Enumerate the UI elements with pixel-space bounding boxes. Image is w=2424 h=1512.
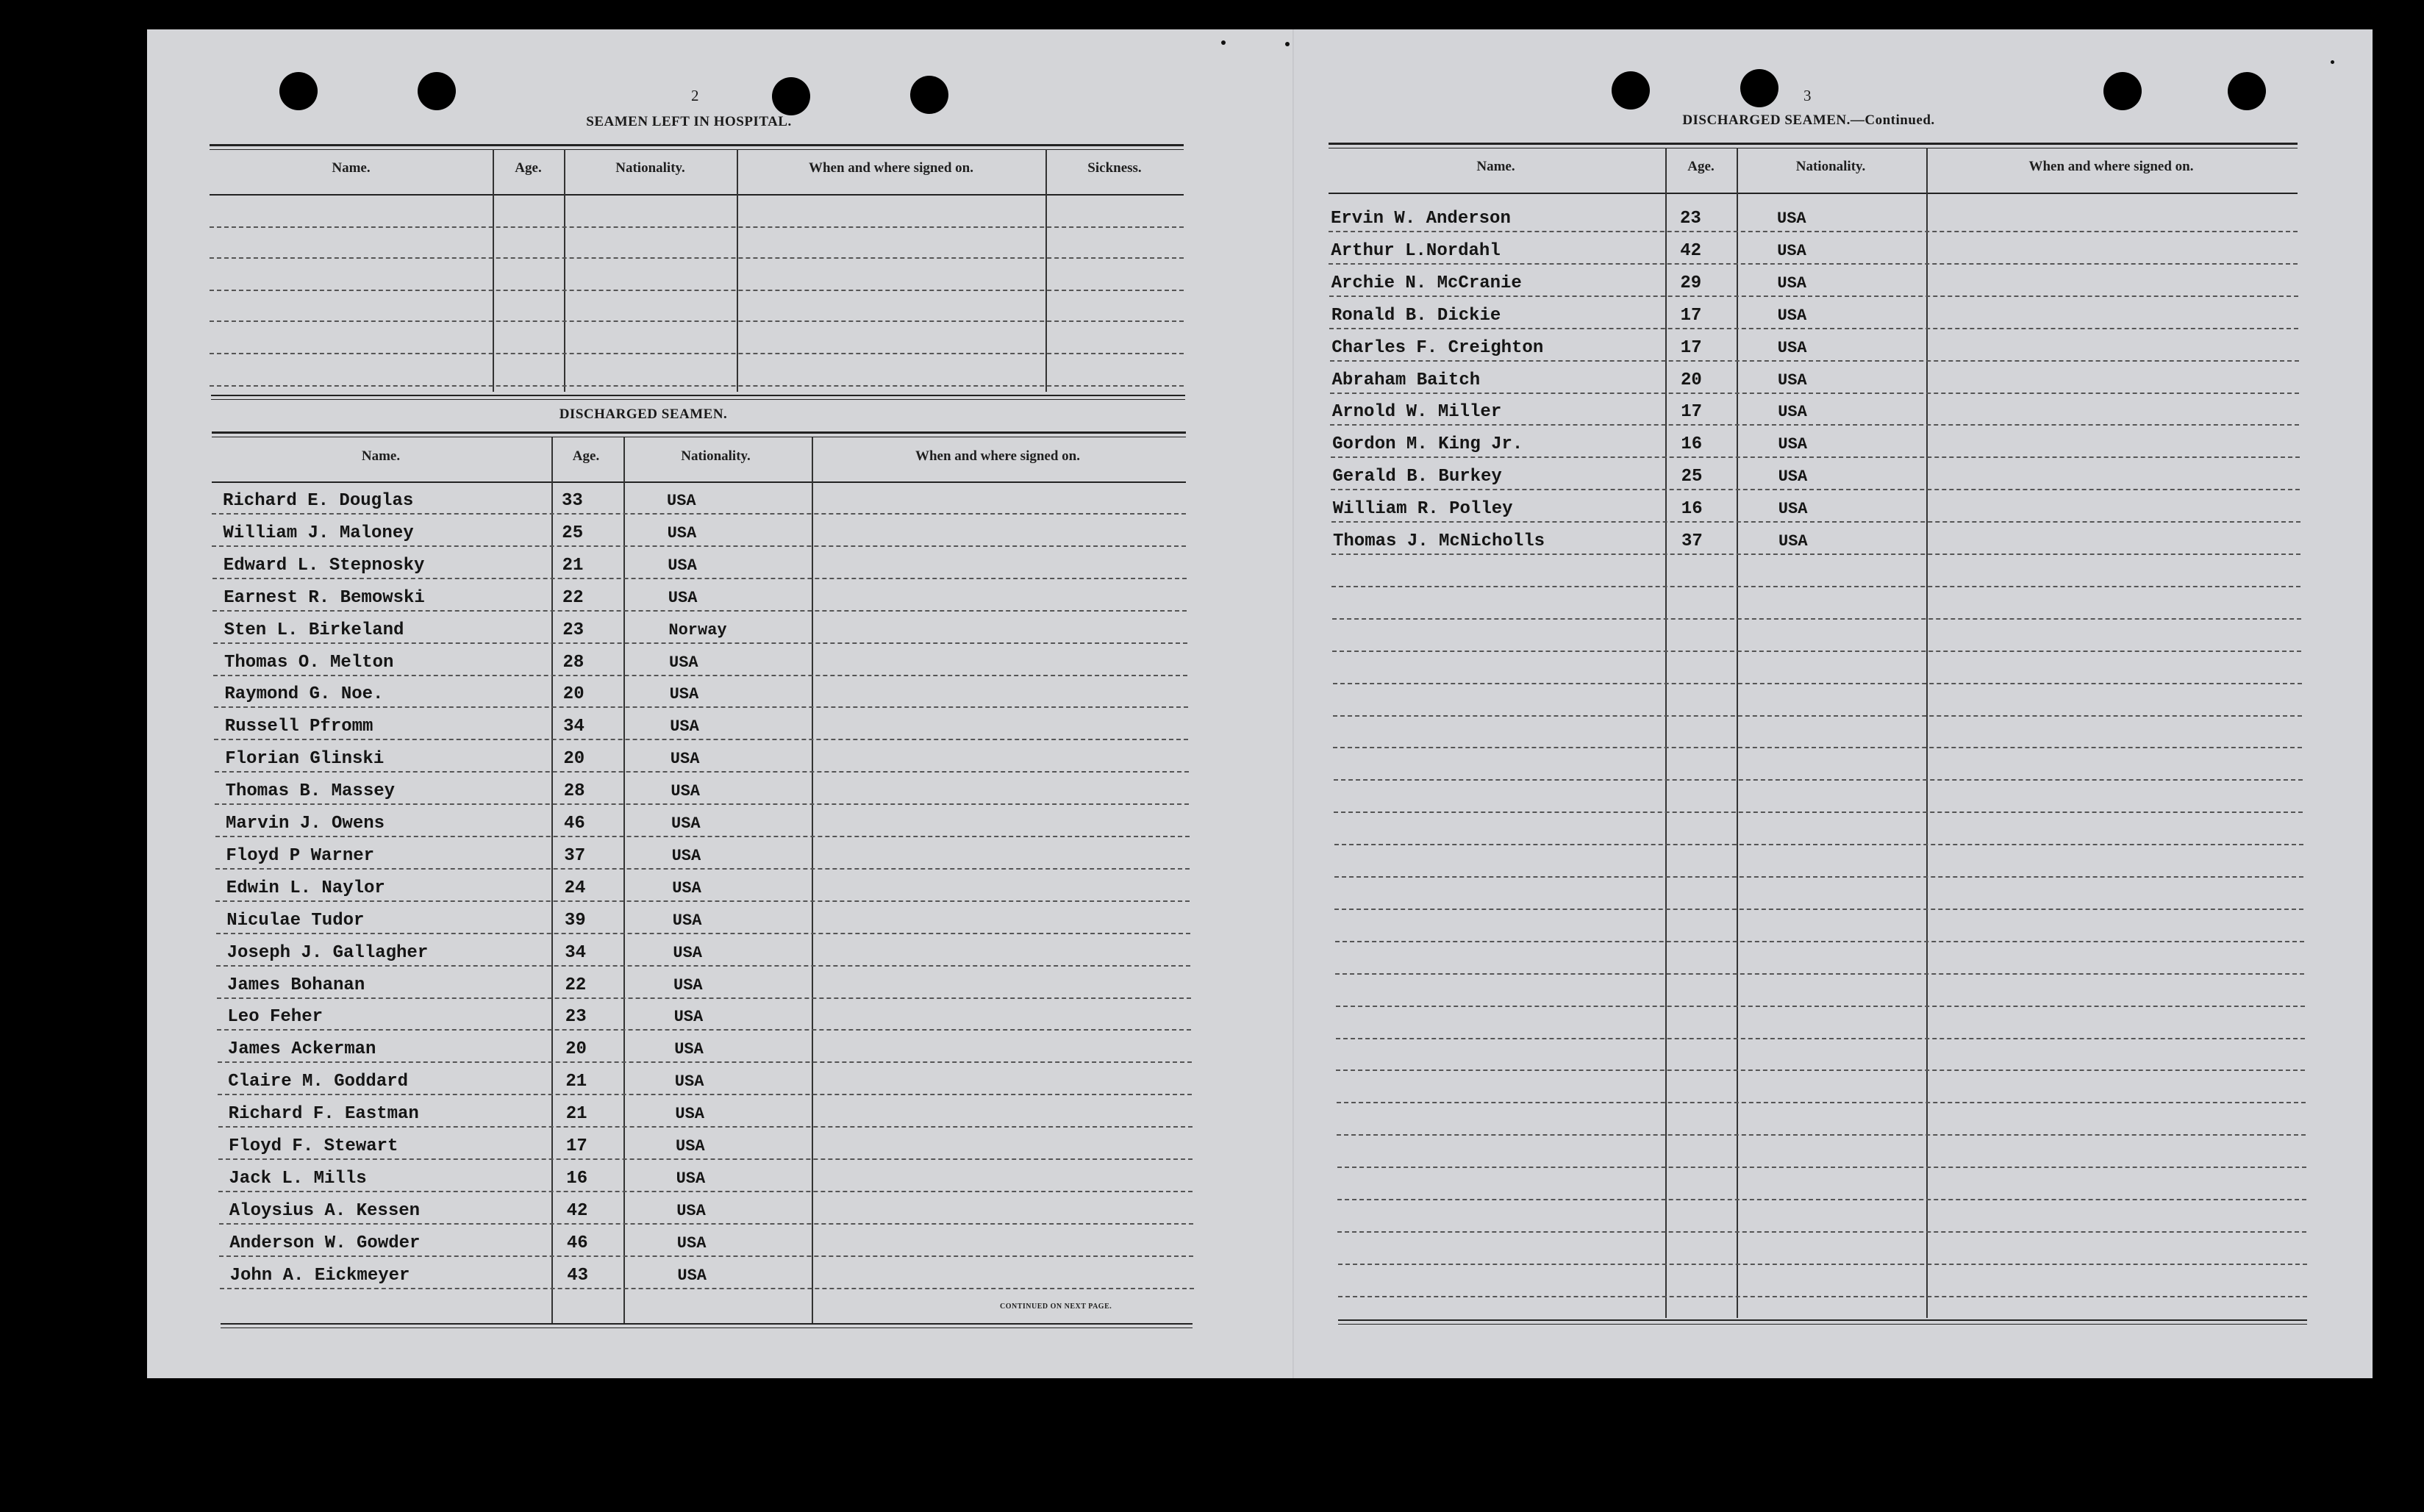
seaman-age: 20 [563,749,585,769]
seaman-nationality: USA [668,556,697,575]
row-line [219,1223,1193,1225]
seaman-name: William J. Maloney [223,523,414,543]
seaman-nationality: USA [677,1266,707,1285]
blank-row-line [210,257,1184,259]
seaman-nationality: USA [670,750,700,768]
row-line [1329,231,2298,232]
col-header-age: Age. [1687,159,1715,174]
seaman-name: Archie N. McCranie [1331,273,1522,293]
row-line [1329,295,2298,297]
row-line [214,706,1188,708]
row-line [212,610,1187,612]
row-line [1337,1167,2306,1168]
seaman-age: 29 [1680,273,1702,293]
seaman-age: 17 [1680,306,1702,326]
header-bottom-rule [212,481,1186,483]
seaman-nationality: USA [672,879,701,897]
seaman-name: John A. Eickmeyer [229,1266,410,1286]
seaman-name: James Ackerman [227,1039,376,1059]
seaman-nationality: USA [671,847,701,865]
seaman-nationality: USA [667,524,697,542]
col-header-age: Age. [515,160,542,176]
col-header-signed-on: When and where signed on. [2028,159,2194,174]
seaman-nationality: USA [675,1105,704,1123]
table-top-rule [210,144,1184,146]
seaman-nationality: USA [676,1234,707,1253]
col-header-signed-on: When and where signed on. [808,160,973,176]
seaman-nationality: USA [668,589,698,607]
seaman-name: Florian Glinski [225,749,385,769]
blank-row-line [210,290,1184,291]
seaman-nationality: USA [676,1202,706,1220]
seaman-name: Anderson W. Gowder [229,1233,421,1253]
seaman-age: 17 [1681,402,1702,422]
seaman-name: Arthur L.Nordahl [1331,241,1501,261]
seaman-age: 16 [1681,434,1703,454]
row-line [1336,1038,2305,1039]
seaman-nationality: USA [1778,371,1807,390]
seaman-age: 42 [566,1201,588,1221]
seaman-name: Claire M. Goddard [228,1072,409,1092]
seaman-name: Edwin L. Naylor [226,878,385,898]
row-line [1337,1231,2306,1233]
seaman-age: 24 [564,878,586,898]
seaman-age: 46 [566,1233,588,1253]
blank-row-line [210,226,1184,228]
row-line [1333,683,2302,684]
table-bottom-rule [1338,1324,2307,1325]
row-line [214,739,1188,740]
discharged-section-title: DISCHARGED SEAMEN. [559,406,728,422]
row-line [212,578,1187,579]
scan-speck [2331,60,2334,64]
seaman-nationality: USA [673,976,703,995]
page-number: 2 [691,87,699,104]
column-divider [493,149,494,392]
seaman-age: 23 [565,1007,587,1027]
row-line [1334,876,2303,878]
section-rule [211,399,1185,400]
punch-hole [1740,69,1778,107]
seaman-nationality: USA [1777,242,1806,260]
col-header-nationality: Nationality. [615,160,685,176]
left-page [147,29,1294,1378]
seaman-name: Jack L. Mills [229,1169,367,1189]
seaman-age: 42 [1680,241,1701,261]
row-line [215,836,1190,837]
seaman-age: 21 [565,1072,587,1092]
seaman-name: Thomas B. Massey [225,781,396,801]
seaman-age: 20 [1681,370,1702,390]
seaman-nationality: USA [1777,307,1807,325]
column-divider [1737,148,1738,1318]
table-top-rule [212,431,1186,434]
seaman-age: 20 [562,684,584,704]
seaman-age: 23 [562,620,584,640]
seaman-name: William R. Polley [1332,499,1513,519]
row-line [218,1191,1193,1192]
seaman-nationality: USA [1778,532,1808,551]
column-divider [1665,148,1667,1318]
seaman-age: 22 [565,975,587,995]
seaman-nationality: USA [670,717,699,736]
row-line [212,545,1186,547]
row-line [1337,1134,2306,1136]
row-line [1334,779,2303,781]
table-top-rule [210,149,1184,150]
seaman-age: 25 [1681,467,1703,487]
seaman-nationality: USA [676,1137,705,1156]
row-line [1336,1069,2305,1071]
scan-speck [1285,42,1290,46]
seaman-name: Aloysius A. Kessen [229,1201,421,1221]
row-line [1329,263,2298,265]
row-line [215,868,1190,870]
row-line [218,1061,1192,1063]
row-line [1329,328,2298,329]
seaman-nationality: USA [673,944,702,962]
header-bottom-rule [1329,193,2298,194]
seaman-name: Sten L. Birkeland [224,620,404,640]
col-header-age: Age. [572,448,600,464]
row-line [218,1126,1193,1128]
col-header-name: Name. [332,160,371,176]
seaman-age: 17 [1680,338,1702,358]
row-line [212,513,1186,515]
col-header-sickness: Sickness. [1087,160,1142,176]
row-line [218,1158,1193,1160]
seaman-nationality: USA [674,1072,704,1091]
row-line [1331,489,2300,490]
row-line [215,803,1189,805]
seaman-age: 37 [1681,531,1703,551]
seaman-name: Richard F. Eastman [228,1104,419,1124]
col-header-name: Name. [361,448,401,464]
seaman-age: 43 [567,1266,588,1286]
row-line [1331,553,2300,555]
row-line [220,1288,1194,1289]
seaman-nationality: USA [1778,467,1808,486]
seaman-name: Thomas O. Melton [224,653,394,673]
seaman-age: 21 [562,556,584,576]
row-line [219,1255,1193,1257]
seaman-name: Abraham Baitch [1331,370,1481,390]
seaman-name: Niculae Tudor [226,911,365,931]
punch-hole [910,76,948,114]
continued-note: CONTINUED ON NEXT PAGE. [1000,1303,1112,1311]
punch-hole [2103,72,2142,110]
blank-row-line [210,353,1184,354]
table-bottom-rule [1338,1319,2307,1321]
column-divider [1045,149,1047,392]
row-line [218,1094,1192,1095]
seaman-age: 23 [1680,209,1701,229]
seaman-age: 17 [566,1136,587,1156]
seaman-nationality: USA [676,1169,706,1188]
seaman-nationality: USA [1777,274,1806,293]
seaman-age: 16 [566,1169,588,1189]
row-line [216,933,1190,934]
seaman-nationality: USA [673,1008,704,1026]
row-line [1334,811,2303,813]
seaman-name: Floyd P Warner [226,846,375,866]
seaman-name: Charles F. Creighton [1331,338,1544,358]
seaman-name: Thomas J. McNicholls [1333,531,1545,551]
table-top-rule [1329,143,2298,145]
seaman-name: Gerald B. Burkey [1332,467,1502,487]
seaman-nationality: USA [1778,435,1807,454]
row-line [213,642,1187,644]
col-header-name: Name. [1476,159,1515,174]
row-line [217,997,1191,999]
seaman-nationality: USA [672,911,702,930]
seaman-age: 25 [562,523,584,543]
seaman-name: Ronald B. Dickie [1331,306,1501,326]
column-divider [564,149,565,392]
seaman-nationality: USA [669,653,698,672]
punch-hole [1612,71,1650,110]
row-line [1334,909,2303,910]
seaman-age: 34 [563,717,584,737]
row-line [1330,360,2299,362]
seaman-age: 16 [1681,499,1703,519]
seaman-nationality: USA [667,492,696,510]
header-bottom-rule [210,194,1184,196]
seaman-name: Raymond G. Noe. [224,684,384,704]
seaman-name: Edward L. Stepnosky [223,556,425,576]
scan-speck [1221,40,1226,45]
seaman-name: Joseph J. Gallagher [226,943,429,963]
seaman-nationality: USA [674,1040,704,1058]
discharged-continued-title: DISCHARGED SEAMEN.—Continued. [1682,112,1935,128]
punch-hole [279,72,318,110]
seaman-name: Gordon M. King Jr. [1332,434,1523,454]
seaman-nationality: USA [1777,209,1806,228]
punch-hole [418,72,456,110]
seaman-name: Leo Feher [227,1007,323,1027]
row-line [1333,715,2302,717]
page-number: 3 [1803,87,1812,104]
row-line [1335,941,2304,942]
seaman-name: James Bohanan [227,975,365,995]
seaman-name: Ervin W. Anderson [1331,209,1511,229]
seaman-age: 37 [564,846,586,866]
seaman-name: Richard E. Douglas [223,491,414,511]
row-line [1335,973,2304,975]
col-header-nationality: Nationality. [1795,159,1866,174]
row-line [216,965,1190,967]
seaman-name: Russell Pfromm [224,717,373,737]
row-line [1336,1006,2305,1007]
row-line [1337,1199,2306,1200]
seaman-name: Earnest R. Bemowski [224,588,425,608]
seaman-nationality: USA [1778,403,1807,421]
seaman-age: 28 [562,653,584,673]
row-line [1331,586,2300,587]
row-line [1330,393,2299,394]
right-page [1294,29,2373,1378]
hospital-section-title: SEAMEN LEFT IN HOSPITAL. [586,114,792,129]
seaman-age: 39 [564,911,586,931]
col-header-signed-on: When and where signed on. [915,448,1080,464]
seaman-age: 33 [562,491,583,511]
seaman-age: 34 [565,943,586,963]
seaman-nationality: USA [671,782,700,800]
punch-hole [2228,72,2266,110]
row-line [215,900,1190,902]
column-divider [737,149,738,392]
row-line [1330,424,2299,426]
column-divider [1926,148,1928,1318]
row-line [1338,1296,2307,1297]
seaman-age: 28 [563,781,585,801]
row-line [217,1029,1191,1031]
row-line [1333,747,2302,748]
seaman-name: Floyd F. Stewart [229,1136,398,1156]
row-line [213,675,1187,676]
row-line [1337,1102,2306,1103]
table-bottom-rule [221,1323,1193,1325]
blank-row-line [210,385,1184,387]
seaman-age: 21 [565,1104,587,1124]
seaman-nationality: USA [671,814,701,833]
seaman-nationality: USA [669,685,699,703]
seaman-nationality: Norway [668,621,727,639]
seaman-name: Arnold W. Miller [1331,402,1502,422]
seaman-age: 20 [565,1039,587,1059]
seaman-age: 22 [562,588,584,608]
seaman-nationality: USA [1777,339,1807,357]
seaman-nationality: USA [1778,500,1808,518]
row-line [1338,1264,2307,1265]
blank-row-line [210,320,1184,322]
row-line [1331,456,2300,458]
section-rule [211,395,1185,396]
row-line [1332,651,2301,652]
col-header-nationality: Nationality. [681,448,751,464]
row-line [1334,844,2303,845]
punch-hole [772,77,810,115]
row-line [215,771,1189,773]
seaman-name: Marvin J. Owens [226,814,385,834]
row-line [1332,618,2301,620]
seaman-age: 46 [564,814,585,834]
row-line [1331,521,2300,523]
